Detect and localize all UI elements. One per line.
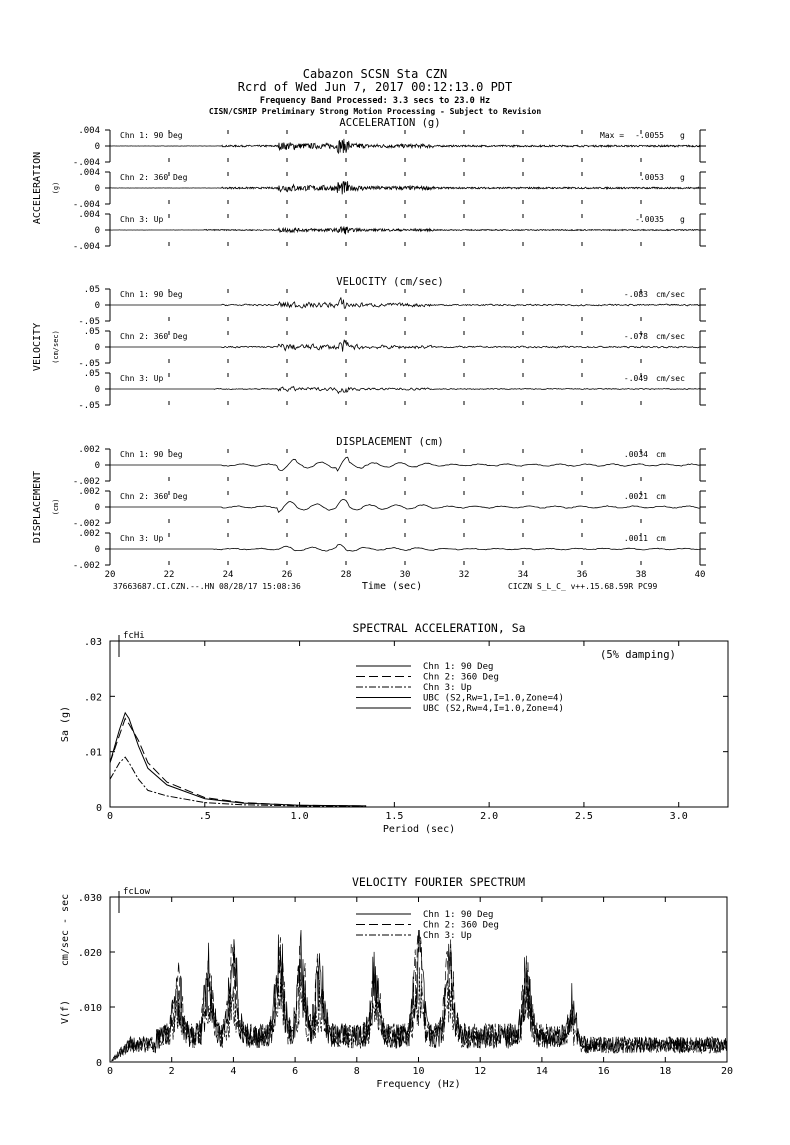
waveform-disp-chn2 — [110, 500, 700, 513]
plot-title: SPECTRAL ACCELERATION, Sa — [352, 621, 526, 635]
channel-label: Chn 2: 360 Deg — [120, 332, 188, 341]
y-tick-label: -.002 — [72, 561, 100, 571]
y-axis-label: V(f) — [60, 999, 71, 1025]
y-tick-label: 0 — [94, 385, 100, 395]
y-tick-label: .002 — [78, 487, 100, 497]
x-tick-label: 3.0 — [669, 811, 688, 822]
channel-max: .0011 — [623, 534, 648, 543]
y-tick-label: 0 — [94, 226, 100, 236]
waveform-vel-chn3 — [110, 387, 700, 394]
y-tick-label: -.05 — [78, 359, 100, 369]
legend-label: Chn 3: Up — [423, 683, 472, 693]
damping-note: (5% damping) — [600, 649, 676, 661]
y-tick-label: 0 — [94, 461, 100, 471]
y-tick-label: .01 — [83, 747, 102, 759]
corner-marker-label: fcLow — [123, 887, 151, 897]
panel-ylabel: VELOCITY — [32, 322, 43, 372]
x-tick-label: 0 — [106, 811, 114, 822]
channel-label: Chn 3: Up — [120, 215, 164, 224]
waveform-disp-chn3 — [110, 545, 700, 552]
panel-vel — [32, 276, 706, 411]
plot-title: VELOCITY FOURIER SPECTRUM — [351, 875, 526, 889]
x-tick-label: .5 — [198, 811, 211, 822]
panel-ylabel: DISPLACEMENT — [32, 470, 43, 544]
y-tick-label: -.05 — [78, 401, 100, 411]
legend-label: Chn 1: 90 Deg — [423, 910, 494, 920]
panel-acc — [32, 117, 706, 252]
header-band: Frequency Band Processed: 3.3 secs to 23.0 Hz — [259, 96, 491, 106]
waveform-acc-chn2 — [110, 181, 700, 194]
panel-title: ACCELERATION (g) — [339, 117, 441, 129]
channel-max-unit: g — [680, 131, 685, 140]
y-tick-label: -.004 — [72, 242, 100, 252]
x-tick-label: 16 — [597, 1066, 610, 1077]
x-tick-label: 22 — [163, 570, 175, 580]
y-tick-label: .030 — [77, 893, 102, 904]
corner-marker-label: fcHi — [123, 631, 145, 641]
channel-max-unit: cm/sec — [656, 332, 685, 341]
x-tick-label: 28 — [340, 570, 352, 580]
y-tick-label: -.004 — [72, 200, 100, 210]
panel-yunit: (cm) — [52, 498, 60, 516]
y-tick-label: 0 — [94, 142, 100, 152]
x-tick-label: 0 — [106, 1066, 114, 1077]
footer-left: 37663687.CI.CZN.--.HN 08/28/17 15:08:36 — [113, 582, 301, 591]
plot-frame — [110, 641, 728, 807]
y-tick-label: 0 — [94, 184, 100, 194]
legend-label: Chn 2: 360 Deg — [423, 672, 499, 683]
y-tick-label: 0 — [94, 343, 100, 353]
y-tick-label: .05 — [83, 327, 100, 337]
waveform-disp-chn1 — [110, 457, 700, 471]
x-tick-label: 8 — [353, 1066, 360, 1077]
x-tick-label: 26 — [281, 570, 293, 580]
x-tick-label: 6 — [292, 1066, 299, 1077]
y-tick-label: .004 — [78, 210, 100, 220]
channel-label: Chn 3: Up — [120, 374, 164, 383]
y-tick-label: .004 — [78, 168, 100, 178]
x-tick-label: 12 — [474, 1066, 487, 1077]
y-tick-label: .03 — [83, 637, 102, 648]
waveform-vel-chn2 — [110, 340, 700, 352]
channel-max-unit: cm — [656, 450, 666, 459]
sa-series-chn1 — [110, 713, 366, 806]
x-axis-label: Time (sec) — [361, 581, 423, 592]
y-tick-label: .010 — [77, 1003, 102, 1014]
y-tick-label: -.002 — [72, 477, 100, 487]
x-tick-label: 30 — [399, 570, 411, 580]
legend-label: Chn 3: Up — [423, 931, 472, 941]
panel-title: DISPLACEMENT (cm) — [336, 436, 444, 448]
channel-max-unit: cm — [656, 534, 666, 543]
max-prefix: Max = — [600, 131, 625, 140]
channel-label: Chn 1: 90 Deg — [120, 450, 183, 459]
y-tick-label: .05 — [83, 369, 100, 379]
y-tick-label: 0 — [95, 803, 102, 814]
y-tick-label: .004 — [78, 126, 100, 136]
channel-label: Chn 3: Up — [120, 534, 164, 543]
y-tick-label: 0 — [95, 1058, 102, 1069]
legend-label: Chn 2: 360 Deg — [423, 920, 499, 931]
x-tick-label: 1.5 — [385, 811, 404, 822]
spectral-acceleration-chart — [60, 621, 728, 835]
legend-label: UBC (S2,Rw=4,I=1.0,Zone=4) — [423, 704, 564, 714]
x-tick-label: 40 — [694, 570, 706, 580]
channel-max: -.078 — [623, 332, 648, 341]
y-tick-label: 0 — [94, 301, 100, 311]
header-record: Rcrd of Wed Jun 7, 2017 00:12:13.0 PDT — [237, 80, 513, 94]
legend-label: Chn 1: 90 Deg — [423, 662, 494, 672]
panel-yunit: (cm/sec) — [52, 330, 60, 364]
y-tick-label: .002 — [78, 445, 100, 455]
x-tick-label: 4 — [230, 1066, 237, 1077]
panel-yunit: (g) — [52, 181, 60, 195]
y-tick-label: 0 — [94, 503, 100, 513]
y-axis-label: Sa (g) — [60, 705, 71, 743]
y-tick-label: -.002 — [72, 519, 100, 529]
x-tick-label: 32 — [458, 570, 470, 580]
x-tick-label: 2.0 — [480, 811, 499, 822]
sa-series-chn3 — [110, 757, 366, 806]
y-tick-label: .02 — [83, 692, 102, 704]
x-tick-label: 2.5 — [574, 811, 593, 822]
x-tick-label: 18 — [659, 1066, 672, 1077]
channel-label: Chn 2: 360 Deg — [120, 173, 188, 182]
header-station: Cabazon SCSN Sta CZN — [302, 67, 448, 81]
waveform-acc-chn1 — [110, 139, 700, 153]
x-axis-label: Frequency (Hz) — [376, 1079, 461, 1090]
x-axis-label: Period (sec) — [382, 824, 456, 835]
channel-max: .0034 — [623, 450, 648, 459]
panel-title: VELOCITY (cm/sec) — [336, 276, 444, 288]
header — [209, 67, 542, 116]
channel-label: Chn 2: 360 Deg — [120, 492, 188, 501]
channel-max-unit: cm/sec — [656, 374, 685, 383]
x-tick-label: 38 — [635, 570, 647, 580]
channel-max: -.083 — [623, 290, 648, 299]
x-tick-label: 10 — [412, 1066, 425, 1077]
channel-max: .0021 — [623, 492, 648, 501]
channel-max: -.0035 — [635, 215, 664, 224]
y-tick-label: 0 — [94, 545, 100, 555]
x-tick-label: 36 — [576, 570, 588, 580]
y-tick-label: .002 — [78, 529, 100, 539]
y-tick-label: .020 — [77, 948, 102, 959]
sa-series-chn2 — [110, 719, 366, 806]
channel-max-unit: cm — [656, 492, 666, 501]
x-tick-label: 20 — [720, 1066, 734, 1077]
channel-max: -.049 — [623, 374, 648, 383]
panel-disp — [32, 436, 706, 571]
waveform-acc-chn3 — [110, 227, 700, 235]
x-tick-label: 34 — [517, 570, 529, 580]
channel-max: -.0055 — [635, 131, 664, 140]
channel-label: Chn 1: 90 Deg — [120, 290, 183, 299]
y-tick-label: .05 — [83, 285, 100, 295]
channel-max-unit: g — [680, 215, 685, 224]
y-tick-label: -.004 — [72, 158, 100, 168]
channel-max-unit: cm/sec — [656, 290, 685, 299]
header-disclaimer: CISN/CSMIP Preliminary Strong Motion Processing - Subject to Revision — [208, 107, 542, 116]
y-axis-unit: cm/sec - sec — [60, 893, 71, 967]
x-tick-label: 24 — [222, 570, 234, 580]
waveform-vel-chn1 — [110, 297, 700, 308]
x-tick-label: 20 — [104, 570, 116, 580]
footer-right: CICZN S_L_C_ v++.15.68.59R PC99 — [508, 582, 658, 591]
channel-max: .0053 — [639, 173, 664, 182]
panel-ylabel: ACCELERATION — [32, 151, 43, 225]
channel-label: Chn 1: 90 Deg — [120, 131, 183, 140]
y-tick-label: -.05 — [78, 317, 100, 327]
x-tick-label: 1.0 — [290, 811, 309, 822]
channel-max-unit: g — [680, 173, 685, 182]
fourier-spectrum-chart — [60, 875, 733, 1090]
x-tick-label: 2 — [168, 1066, 175, 1077]
legend-label: UBC (S2,Rw=1,I=1.0,Zone=4) — [423, 693, 564, 704]
x-tick-label: 14 — [535, 1066, 548, 1077]
